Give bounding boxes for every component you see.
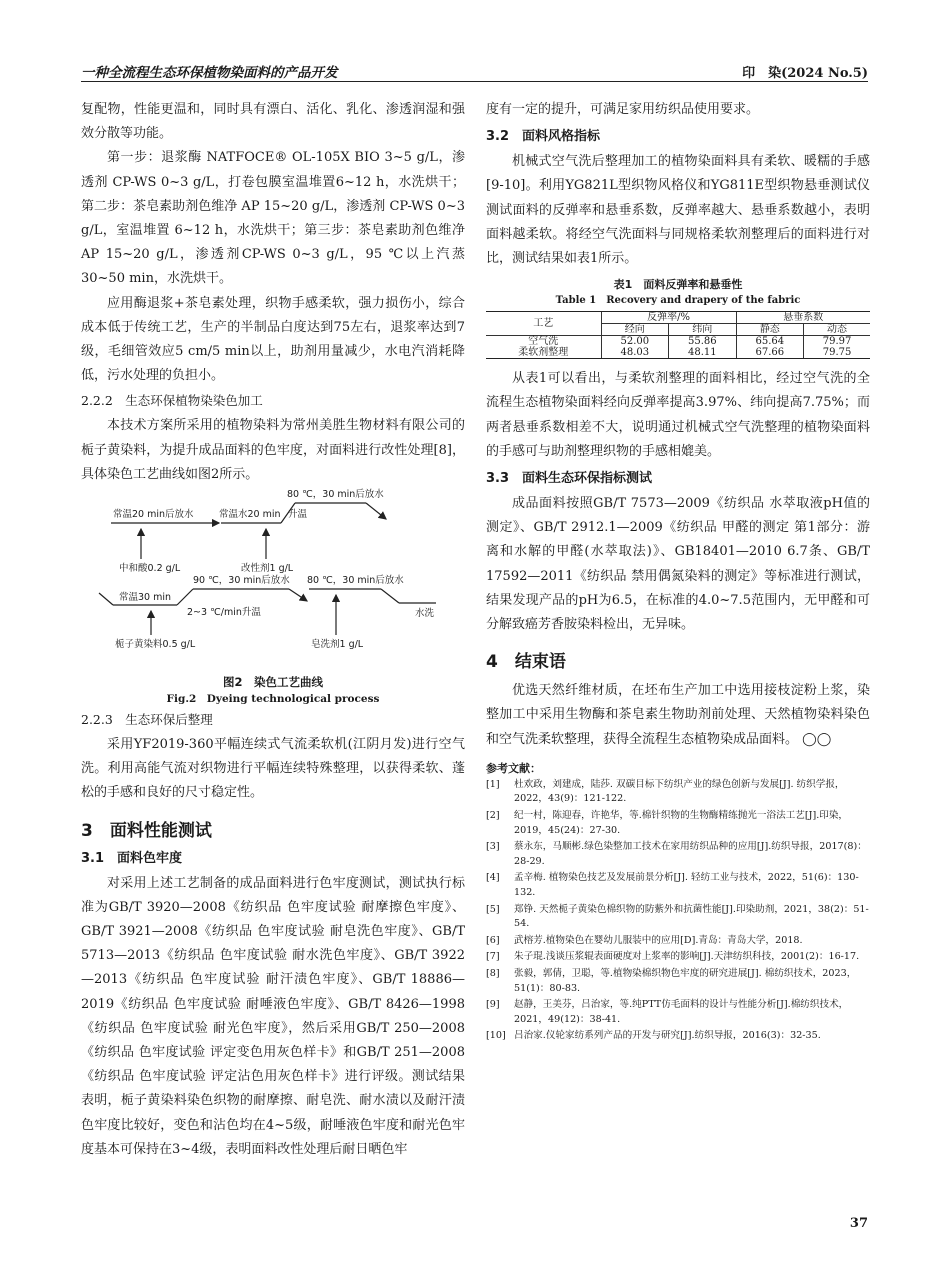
reference-number: [4] <box>486 872 500 884</box>
reference-text: 吕治家.仪轮家纺系列产品的开发与研究[J].纺织导报，2016(3)：32-35. <box>514 1030 821 1042</box>
table-header: 工艺 <box>486 312 601 336</box>
reference-number: [1] <box>486 778 500 790</box>
table-subheader: 纬向 <box>669 324 737 336</box>
process-arrow <box>366 503 386 519</box>
dyeing-process-diagram <box>81 491 465 673</box>
fig-label: 90 ℃，30 min后放水 <box>193 575 290 587</box>
paragraph: 应用酶退浆+茶皂素处理，织物手感柔软，强力损伤小，综合成本低于传统工艺，生产的半制品白度达到75左右，退浆率达到7级，毛细管效应5 cm/5 min以上，助剂用量减少，水电汽消耗降低，污水处理的负担小。 <box>81 295 465 384</box>
fig-label: 80 ℃，30 min后放水 <box>287 489 384 501</box>
reference-text: 纪一村，陈迎春，许艳华，等.棉针织物的生物酶精练抛光一浴法工艺[J].印染，2019，45(24)：27-30. <box>514 810 849 836</box>
table-caption-en: Table 1 Recovery and drapery of the fabric <box>555 295 801 307</box>
fig-label: 常温水20 min <box>219 509 281 521</box>
reference-text: 武榕芳.植物染色在婴幼儿服装中的应用[D].青岛：青岛大学，2018. <box>514 934 803 946</box>
paragraph: 度有一定的提升，可满足家用纺织品使用要求。 <box>486 102 760 117</box>
reference-item <box>486 809 870 838</box>
table-row <box>486 336 870 348</box>
fig-label: 80 ℃，30 min后放水 <box>307 575 404 587</box>
end-mark: ◯◯ <box>802 731 832 747</box>
paragraph: 采用YF2019-360平幅连续式气流柔软机(江阴月发)进行空气洗。利用高能气流对织物进行平幅连续特殊整理，以获得柔软、蓬松的手感和良好的尺寸稳定性。 <box>81 737 465 801</box>
table-header: 悬垂系数 <box>736 312 870 324</box>
reference-number: [10] <box>486 1030 506 1042</box>
paragraph: 本技术方案所采用的植物染料为常州美胜生物材料有限公司的栀子黄染料，为提升成品面料的色牢度，对面料进行改性处理[8]，具体染色工艺曲线如图2所示。 <box>81 418 465 482</box>
table-cell: 79.97 <box>804 336 870 348</box>
paragraph: 成品面料按照GB/T 7573—2009《纺织品 水萃取液pH值的测定》、GB/T 2912.1—2009《纺织品 甲醛的测定 第1部分：游离和水解的甲醛(水萃取法)》、GB18401—2010 6.7条、GB/T 17592—2011《纺织品 禁用偶氮染料的测定》等标准进行测试，结果发现产品的pH为6.5，在标准的4.0~7.5范围内，无甲醛和可分解致癌芳香胺染料检出，无异味。 <box>486 496 870 633</box>
journal-issue: 印 染(2024 No.5) <box>742 66 868 81</box>
right-column <box>486 98 870 1046</box>
reference-item <box>486 950 870 965</box>
left-column <box>81 98 465 1162</box>
section-heading-3: 3 面料性能测试 <box>81 820 212 841</box>
table-subheader: 静态 <box>736 324 804 336</box>
reference-text: 郑铮. 天然栀子黄染色棉织物的防紫外和抗菌性能[J].印染助剂，2021，38(2)：51-54. <box>514 903 869 930</box>
reference-text: 朱子琨.浅谈压浆辊表面硬度对上浆率的影响[J].天津纺织科技，2001(2)：16-17. <box>514 951 860 963</box>
process-arrow <box>289 589 307 601</box>
reference-item <box>486 967 870 996</box>
subsection-heading-3-2: 3.2 面料风格指标 <box>486 129 601 145</box>
table-cell: 柔软剂整理 <box>486 347 601 359</box>
reference-number: [8] <box>486 967 500 979</box>
table-cell: 空气洗 <box>528 336 559 348</box>
reference-number: [5] <box>486 903 500 915</box>
reference-item <box>486 840 870 869</box>
table-cell: 67.66 <box>736 347 804 359</box>
table-cell: 55.86 <box>669 336 737 348</box>
table-row <box>486 347 870 359</box>
fig-label: 2~3 ℃/min升温 <box>187 607 261 619</box>
table-cell: 48.03 <box>601 347 669 359</box>
fig-label: 中和酸0.2 g/L <box>119 563 181 575</box>
paragraph: 对采用上述工艺制备的成品面料进行色牢度测试，测试执行标准为GB/T 3920—2008《纺织品 色牢度试验 耐摩擦色牢度》、GB/T 3921—2008《纺织品 色牢度试验 耐皂洗色牢度》、GB/T 5713—2013《纺织品 色牢度试验 耐水洗色牢度》、GB/T 3922—2013《纺织品 色牢度试验 耐汗渍色牢度》、GB/T 18886—2019《纺织品 色牢度试验 耐唾液色牢度》、GB/T 8426—1998《纺织品 色牢度试验 耐光色牢度》，然后采用GB/T 250—2008《纺织品 色牢度试验 评定变色用灰色样卡》和GB/T 251—2008《纺织品 色牢度试验 评定沾色用灰色样卡》进行评级。测试结果表明，栀子黄染料染色织物的耐摩擦、耐皂洗、耐水渍以及耐汗渍色牢度比较好，变色和沾色均在4~5级，耐唾液色牢度和耐光色牢度基本可保持在3~4级，表明面料改性处理后耐日晒色牢 <box>81 875 465 1157</box>
reference-number: [6] <box>486 934 500 946</box>
reference-text: 杜欢政，刘建成，陆莎. 双碳目标下纺织产业的绿色创新与发展[J]. 纺织学报，2022，43(9)：121-122. <box>514 778 845 805</box>
reference-item <box>486 903 870 932</box>
table-caption: 表1 面料反弹率和悬垂性 <box>613 278 743 292</box>
reference-number: [9] <box>486 999 500 1011</box>
reference-number: [7] <box>486 951 500 963</box>
header-rule <box>81 81 868 82</box>
fig-label: 常温20 min后放水 <box>113 509 194 521</box>
table-subheader: 动态 <box>804 324 870 336</box>
reference-item <box>486 1029 870 1044</box>
paragraph: 机械式空气洗后整理加工的植物染面料具有柔软、暖糯的手感[9-10]。利用YG821L型织物风格仪和YG811E型织物悬垂测试仪测试面料的反弹率和悬垂系数，反弹率越大、悬垂系数越小，表明面料越柔软。将经空气洗面料与同规格柔软剂整理后的面料进行对比，测试结果如表1所示。 <box>486 154 870 267</box>
subsection-heading-2-2-3: 2.2.3 生态环保后整理 <box>81 712 213 728</box>
subsection-heading-2-2-2: 2.2.2 生态环保植物染染色加工 <box>81 393 263 409</box>
fig-label: 栀子黄染料0.5 g/L <box>115 639 196 651</box>
table-header: 反弹率/% <box>601 312 736 324</box>
reference-list <box>486 778 870 1044</box>
paragraph <box>486 679 870 752</box>
page-number: 37 <box>849 1216 868 1231</box>
section-heading-4: 4 结束语 <box>486 652 566 673</box>
fig-label: 水洗 <box>415 608 435 620</box>
process-line <box>381 589 399 603</box>
reference-item <box>486 871 870 900</box>
references-title: 参考文献： <box>486 761 541 775</box>
table-cell: 52.00 <box>601 336 669 348</box>
fig-label: 常温30 min <box>119 592 172 604</box>
figure-caption: 图2 染色工艺曲线 <box>222 675 323 690</box>
reference-item <box>486 998 870 1027</box>
reference-text: 赵静，王美芬，吕治家，等.纯PTT仿毛面料的设计与性能分析[J].棉纺织技术，2021，49(12)：38-41. <box>514 999 849 1025</box>
paragraph: 从表1可以看出，与柔软剂整理的面料相比，经过空气洗的全流程生态植物染面料经向反弹率提高3.97%、纬向提高7.75%；而两者悬垂系数相差不大，说明通过机械式空气洗整理的植物染面料的手感可与助剂整理织物的手感相媲美。 <box>486 371 870 459</box>
fig-label: 改性剂1 g/L <box>241 563 294 575</box>
subsection-heading-3-3: 3.3 面料生态环保指标测试 <box>486 471 653 487</box>
process-line <box>99 593 113 605</box>
table-cell: 79.75 <box>804 347 870 359</box>
fig-label: 皂洗剂1 g/L <box>311 639 364 651</box>
paragraph: 第一步：退浆酶 NATFOCE® OL-105X BIO 3~5 g/L，渗透剂 CP-WS 0~3 g/L，打卷包膜室温堆置6~12 h，水洗烘干；第二步：茶皂素助剂色维净 AP 15~20 g/L，渗透剂 CP-WS 0~3 g/L，室温堆置 6~12 h，水洗烘干；第三步：茶皂素助剂色维净 AP 15~20 g/L，渗透剂CP-WS 0~3 g/L，95 ℃以上汽蒸30~50 min，水洗烘干。 <box>81 150 465 287</box>
rebound-drape-table <box>486 311 870 359</box>
table-cell: 65.64 <box>736 336 804 348</box>
figure-caption-en: Fig.2 Dyeing technological process <box>166 693 380 706</box>
reference-item <box>486 934 870 949</box>
reference-text: 蔡永东，马顺彬.绿色染整加工技术在家用纺织品种的应用[J].纺织导报，2017(8)：28-29. <box>514 841 867 867</box>
fig-label: 升温 <box>288 509 308 521</box>
reference-item <box>486 778 870 807</box>
paragraph: 复配物，性能更温和，同时具有漂白、活化、乳化、渗透润湿和强效分散等功能。 <box>81 102 465 142</box>
reference-number: [2] <box>486 810 500 822</box>
running-title: 一种全流程生态环保植物染面料的产品开发 <box>81 65 338 81</box>
conclusion-text: 优选天然纤维材质，在坯布生产加工中选用接枝淀粉上浆，染整加工中采用生物酶和茶皂素生物助剂前处理、天然植物染料染色和空气洗柔软整理，获得全流程生态植物染成品面料。 <box>486 683 870 747</box>
reference-text: 孟辛梅. 植物染色技艺及发展前景分析[J]. 轻纺工业与技术，2022，51(6)：130-132. <box>514 872 859 899</box>
process-line <box>177 589 193 605</box>
reference-text: 张毅，郭倩，卫聪，等.植物染棉织物色牢度的研究进展[J]. 棉纺织技术，2023，51(1)：80-83. <box>514 967 857 994</box>
reference-number: [3] <box>486 841 500 853</box>
table-cell: 48.11 <box>669 347 737 359</box>
table-subheader: 经向 <box>601 324 669 336</box>
subsection-heading-3-1: 3.1 面料色牢度 <box>81 850 183 866</box>
